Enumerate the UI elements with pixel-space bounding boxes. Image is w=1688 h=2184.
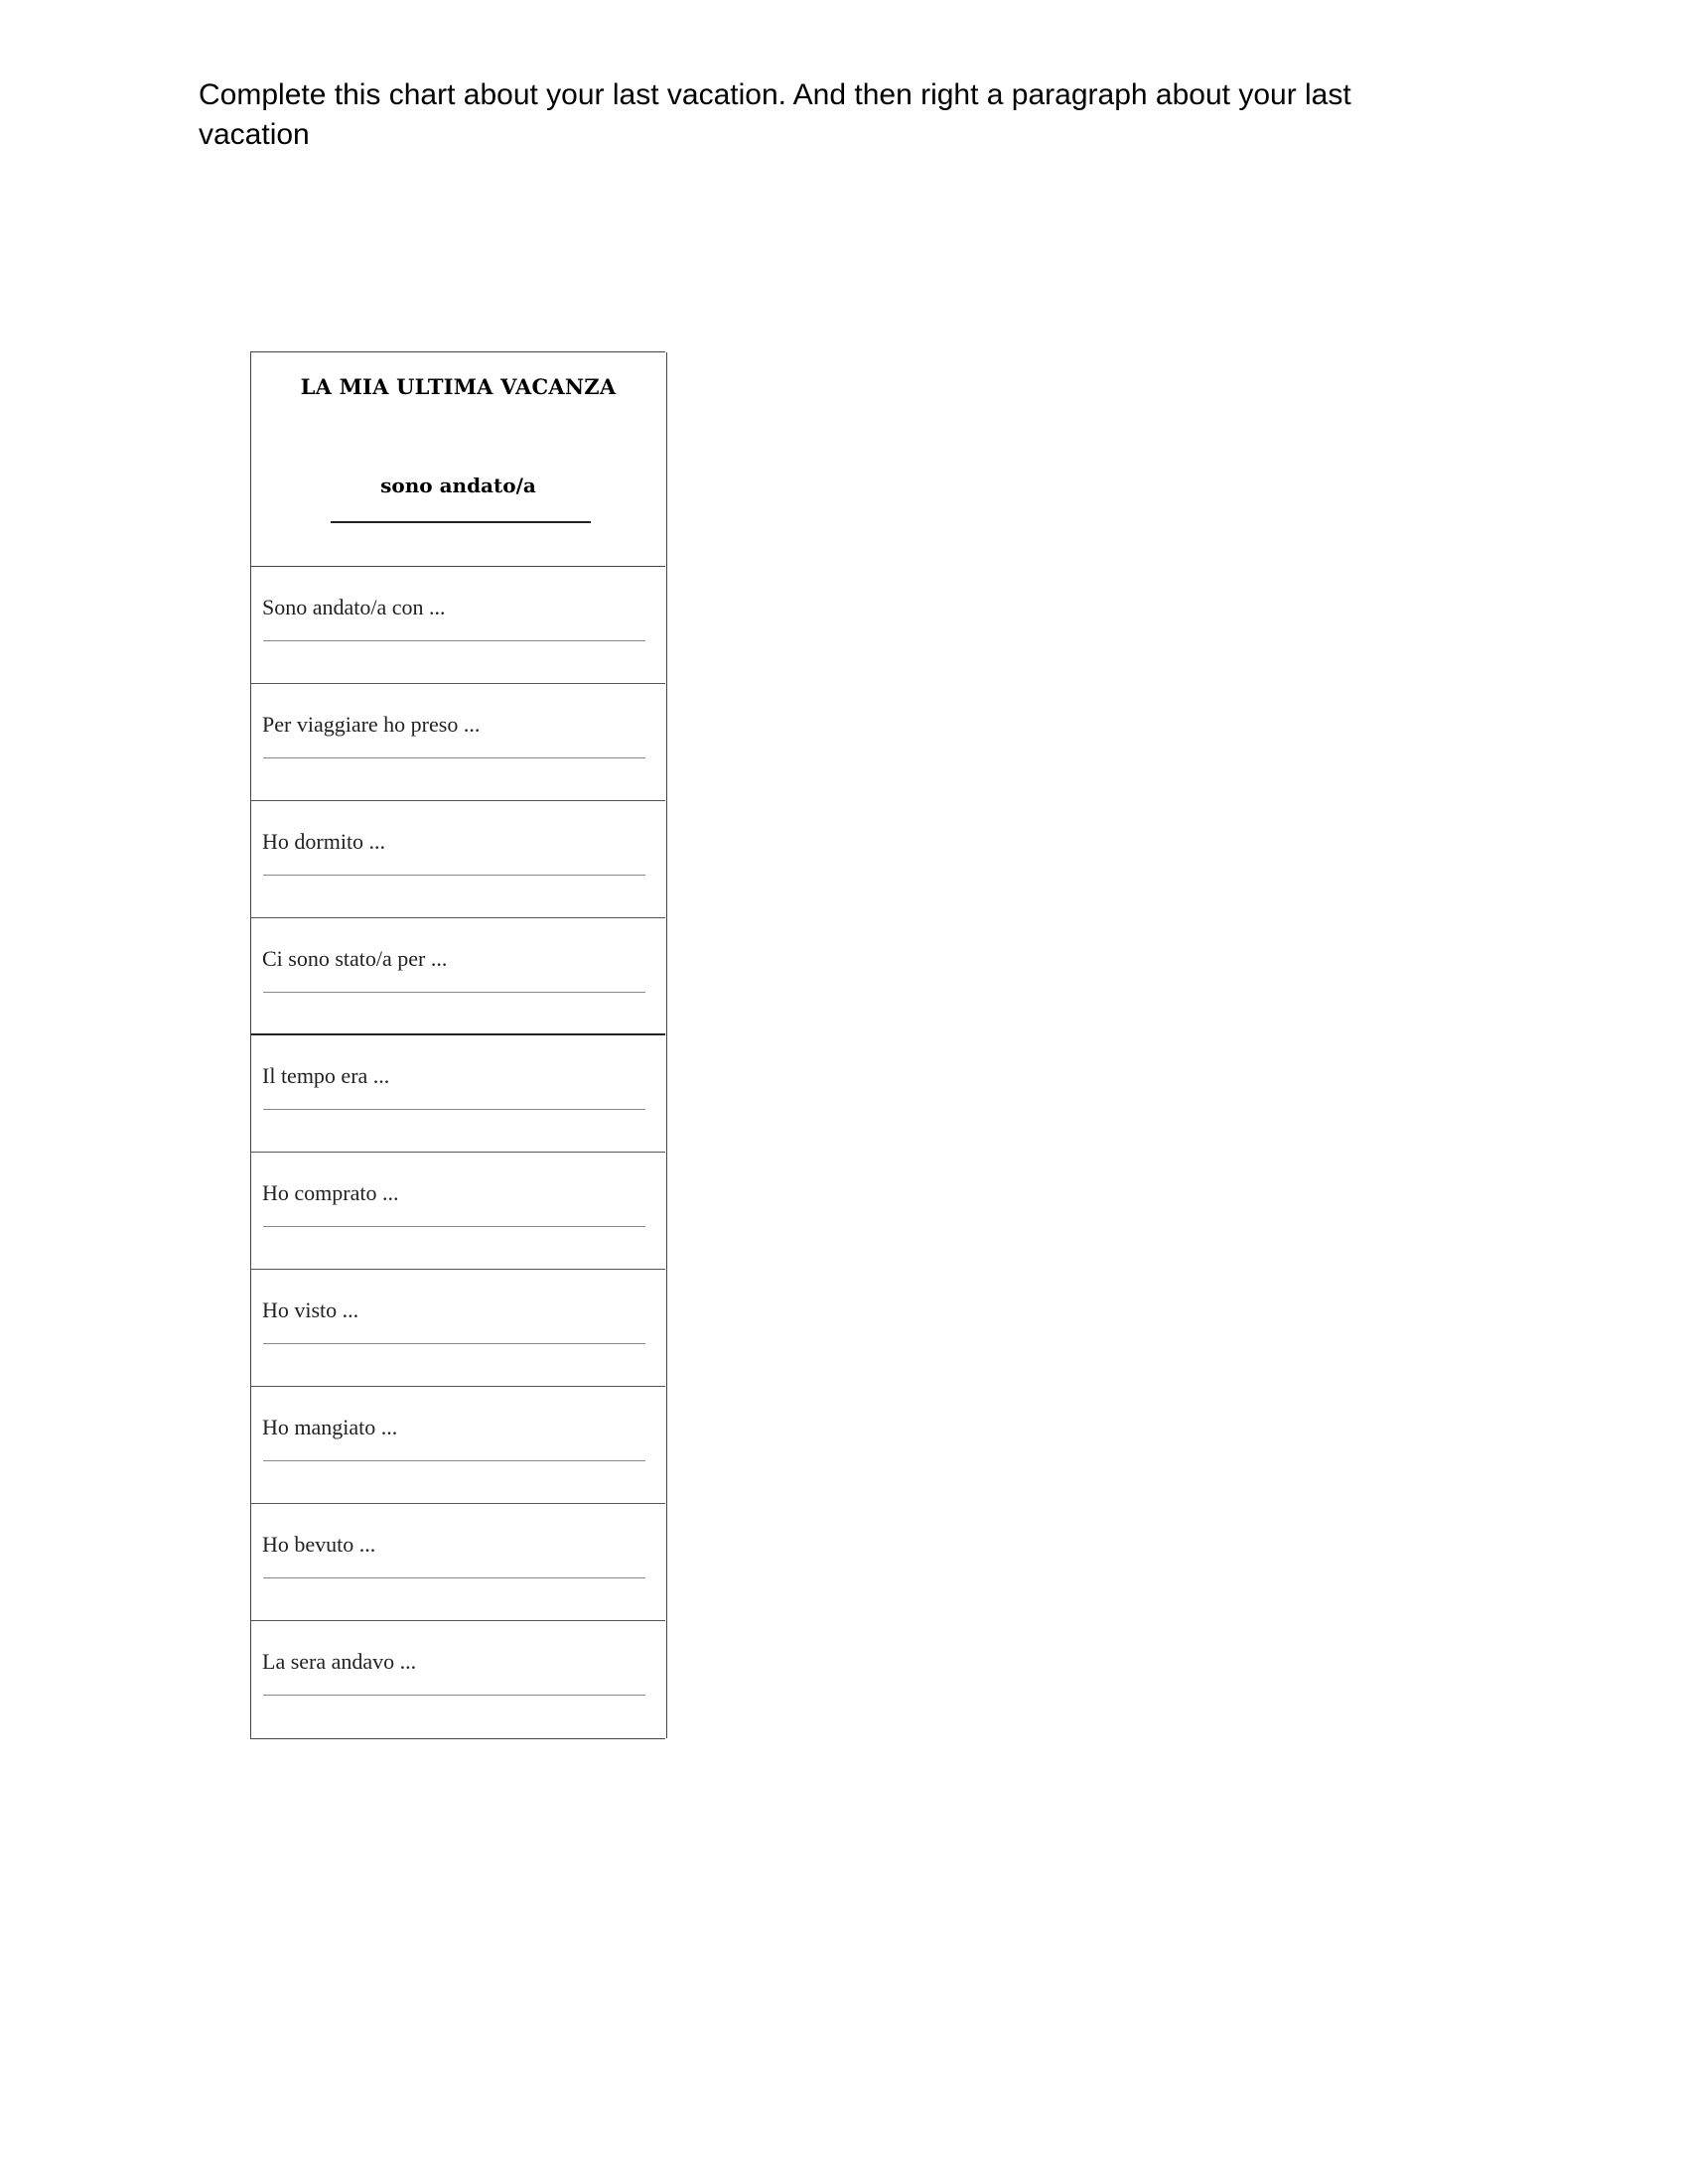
answer-line[interactable] <box>263 1695 645 1696</box>
subtitle-answer-line[interactable] <box>331 521 591 523</box>
chart-row-viaggiare <box>251 684 665 801</box>
chart-row-comprato <box>251 1153 665 1270</box>
answer-line[interactable] <box>263 1109 645 1110</box>
vacation-chart <box>250 351 665 1739</box>
instructions-text: Complete this chart about your last vacation. And then right a paragraph about your last vacation <box>199 78 1351 151</box>
chart-row-tempo <box>251 1035 665 1153</box>
answer-line[interactable] <box>263 640 645 641</box>
chart-row-con <box>251 567 665 684</box>
answer-line[interactable] <box>263 1460 645 1461</box>
chart-subtitle: sono andato/a <box>380 474 536 497</box>
answer-line[interactable] <box>263 992 645 993</box>
chart-header <box>251 352 665 567</box>
row-label: Ci sono stato/a per ... <box>262 946 448 971</box>
answer-line[interactable] <box>263 1226 645 1227</box>
row-label: Sono andato/a con ... <box>262 595 446 619</box>
row-label: Il tempo era ... <box>262 1063 390 1088</box>
answer-line[interactable] <box>263 1343 645 1344</box>
chart-row-visto <box>251 1270 665 1387</box>
row-label: Ho visto ... <box>262 1297 359 1322</box>
chart-row-stato <box>251 918 665 1035</box>
chart-title: LA MIA ULTIMA VACANZA <box>300 374 617 399</box>
row-label: Ho mangiato ... <box>262 1415 398 1439</box>
row-label: Ho dormito ... <box>262 829 386 854</box>
row-label: La sera andavo ... <box>262 1649 417 1674</box>
chart-row-dormito <box>251 801 665 918</box>
answer-line[interactable] <box>263 875 645 876</box>
row-label: Ho comprato ... <box>262 1180 399 1205</box>
chart-row-sera <box>251 1621 665 1738</box>
chart-row-bevuto <box>251 1504 665 1621</box>
row-label: Per viaggiare ho preso ... <box>262 712 481 737</box>
row-label: Ho bevuto ... <box>262 1532 376 1557</box>
answer-line[interactable] <box>263 757 645 758</box>
chart-row-mangiato <box>251 1387 665 1504</box>
answer-line[interactable] <box>263 1577 645 1578</box>
